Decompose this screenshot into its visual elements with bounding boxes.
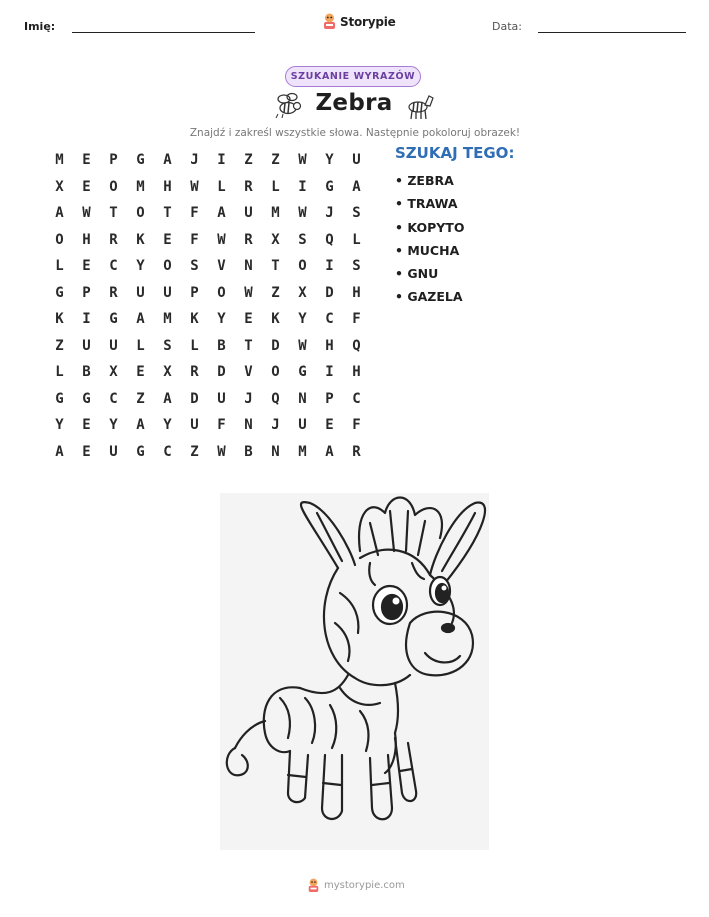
grid-letter[interactable]: R [352,443,361,460]
grid-letter[interactable]: A [163,152,172,169]
grid-letter[interactable]: X [298,284,307,301]
grid-letter[interactable]: E [82,443,91,460]
grid-letter[interactable]: U [352,152,361,169]
grid-letter[interactable]: U [190,417,199,434]
grid-letter[interactable]: E [82,178,91,195]
grid-letter[interactable]: E [136,364,145,381]
grid-letter[interactable]: I [82,311,91,328]
grid-letter[interactable]: F [217,417,226,434]
grid-letter[interactable]: W [82,205,91,222]
grid-letter[interactable]: Z [271,152,280,169]
grid-letter[interactable]: L [271,178,280,195]
grid-letter[interactable]: L [55,258,64,275]
storypie-logo-icon [307,878,320,893]
grid-letter[interactable]: M [163,311,172,328]
zebra-mini-icon [405,92,435,120]
brand [322,13,396,30]
grid-letter[interactable]: A [55,205,64,222]
grid-letter[interactable]: C [352,390,361,407]
grid-letter[interactable]: R [109,284,118,301]
word-item: • KOPYTO [395,219,465,235]
grid-letter[interactable]: T [271,258,280,275]
grid-letter[interactable]: W [217,443,226,460]
grid-letter[interactable]: R [244,231,253,248]
grid-letter[interactable]: E [82,417,91,434]
grid-letter[interactable]: A [136,311,145,328]
grid-letter[interactable]: G [298,364,307,381]
grid-letter[interactable]: W [298,337,307,354]
grid-letter[interactable]: P [325,390,334,407]
page-title: Zebra [315,90,393,116]
grid-letter[interactable]: L [190,337,199,354]
grid-letter[interactable]: Z [271,284,280,301]
grid-letter[interactable]: T [163,205,172,222]
grid-letter[interactable]: N [271,443,280,460]
grid-letter[interactable]: I [217,152,226,169]
grid-letter[interactable]: K [55,311,64,328]
grid-letter[interactable]: P [190,284,199,301]
grid-letter[interactable]: Z [244,152,253,169]
grid-letter[interactable]: U [109,443,118,460]
grid-letter[interactable]: U [217,390,226,407]
grid-letter[interactable]: Q [271,390,280,407]
grid-letter[interactable]: C [109,390,118,407]
grid-letter[interactable]: G [82,390,91,407]
grid-letter[interactable]: A [136,417,145,434]
grid-letter[interactable]: U [82,337,91,354]
grid-letter[interactable]: O [109,178,118,195]
grid-letter[interactable]: U [244,205,253,222]
grid-letter[interactable]: M [136,178,145,195]
zebra-coloring-picture [220,493,489,850]
grid-letter[interactable]: J [244,390,253,407]
grid-letter[interactable]: E [244,311,253,328]
grid-letter[interactable]: C [109,258,118,275]
grid-letter[interactable]: T [109,205,118,222]
storypie-logo-icon [322,13,337,30]
grid-letter[interactable]: G [136,443,145,460]
grid-letter[interactable]: T [244,337,253,354]
date-field[interactable] [538,32,686,33]
grid-letter[interactable]: G [55,390,64,407]
grid-letter[interactable]: I [298,178,307,195]
name-label: Imię: [24,20,56,33]
grid-letter[interactable]: E [82,152,91,169]
grid-letter[interactable]: L [352,231,361,248]
grid-letter[interactable]: V [244,364,253,381]
grid-letter[interactable]: Y [136,258,145,275]
grid-letter[interactable]: A [217,205,226,222]
grid-letter[interactable]: G [55,284,64,301]
grid-letter[interactable]: X [271,231,280,248]
grid-letter[interactable]: F [352,311,361,328]
grid-letter[interactable]: K [190,311,199,328]
grid-letter[interactable]: W [244,284,253,301]
grid-letter[interactable]: S [352,205,361,222]
grid-letter[interactable]: Y [298,311,307,328]
instructions: Znajdź i zakreśl wszystkie słowa. Następnie pokoloruj obrazek! [189,127,521,139]
grid-letter[interactable]: O [163,258,172,275]
grid-letter[interactable]: E [163,231,172,248]
grid-letter[interactable]: S [352,258,361,275]
grid-letter[interactable]: A [352,178,361,195]
word-item: • ZEBRA [395,173,454,188]
word-item: • GAZELA [395,289,463,305]
grid-letter[interactable]: S [190,258,199,275]
word-item: • TRAWA [395,196,458,212]
grid-letter[interactable]: Y [217,311,226,328]
activity-badge: SZUKANIE WYRAZÓW [285,66,421,87]
grid-letter[interactable]: R [244,178,253,195]
grid-letter[interactable]: H [82,231,91,248]
grid-letter[interactable]: U [163,284,172,301]
grid-letter[interactable]: B [217,337,226,354]
grid-letter[interactable]: B [244,443,253,460]
grid-letter[interactable]: O [55,231,64,248]
grid-letter[interactable]: Z [55,337,64,354]
grid-letter[interactable]: G [325,178,334,195]
grid-letter[interactable]: B [82,364,91,381]
grid-letter[interactable]: Q [325,231,334,248]
grid-letter[interactable]: Y [109,417,118,434]
grid-letter[interactable]: H [352,284,361,301]
grid-letter[interactable]: W [217,231,226,248]
word-list [395,171,464,311]
grid-letter[interactable]: P [82,284,91,301]
grid-letter[interactable]: F [190,205,199,222]
grid-letter[interactable]: N [244,417,253,434]
grid-letter[interactable]: Q [352,337,361,354]
grid-letter[interactable]: J [271,417,280,434]
grid-letter[interactable]: Z [136,390,145,407]
grid-letter[interactable]: D [217,364,226,381]
grid-letter[interactable]: P [109,152,118,169]
zebra-illustration [220,493,489,850]
grid-letter[interactable]: A [325,443,334,460]
grid-letter[interactable]: C [325,311,334,328]
grid-letter[interactable]: U [109,337,118,354]
grid-letter[interactable]: G [109,311,118,328]
footer [307,878,405,893]
grid-letter[interactable]: A [55,443,64,460]
grid-letter[interactable]: O [136,205,145,222]
grid-letter[interactable]: G [136,152,145,169]
word-item: • GNU [395,266,439,282]
word-item: • MUCHA [395,242,460,258]
grid-letter[interactable]: M [298,443,307,460]
grid-letter[interactable]: H [325,337,334,354]
grid-letter[interactable]: N [298,390,307,407]
grid-letter[interactable]: N [244,258,253,275]
word-list-heading: SZUKAJ TEGO: [395,144,515,162]
grid-letter[interactable]: S [298,231,307,248]
grid-letter[interactable]: U [136,284,145,301]
grid-letter[interactable]: R [109,231,118,248]
grid-letter[interactable]: D [271,337,280,354]
grid-letter[interactable]: H [352,364,361,381]
grid-letter[interactable]: S [163,337,172,354]
grid-letter[interactable]: J [190,152,199,169]
grid-letter[interactable]: L [55,364,64,381]
grid-letter[interactable]: J [325,205,334,222]
word-search-grid [46,147,376,465]
grid-letter[interactable]: W [298,205,307,222]
brand-name: Storypie [340,14,396,29]
grid-letter[interactable]: M [271,205,280,222]
grid-letter[interactable]: A [163,390,172,407]
grid-letter[interactable]: O [217,284,226,301]
grid-letter[interactable]: I [325,258,334,275]
grid-letter[interactable]: Y [325,152,334,169]
grid-letter[interactable]: Y [163,417,172,434]
grid-letter[interactable]: C [163,443,172,460]
grid-letter[interactable]: V [217,258,226,275]
grid-letter[interactable]: H [163,178,172,195]
grid-letter[interactable]: O [298,258,307,275]
grid-letter[interactable]: K [136,231,145,248]
footer-url[interactable]: mystorypie.com [324,880,405,891]
grid-letter[interactable]: K [271,311,280,328]
grid-letter[interactable]: W [190,178,199,195]
grid-letter[interactable]: U [298,417,307,434]
grid-letter[interactable]: I [325,364,334,381]
grid-letter[interactable]: Z [190,443,199,460]
grid-letter[interactable]: F [352,417,361,434]
grid-letter[interactable]: D [190,390,199,407]
grid-letter[interactable]: R [190,364,199,381]
grid-letter[interactable]: F [190,231,199,248]
grid-letter[interactable]: E [82,258,91,275]
grid-letter[interactable]: M [55,152,64,169]
grid-letter[interactable]: E [325,417,334,434]
name-field[interactable] [72,32,255,33]
grid-letter[interactable]: Y [55,417,64,434]
grid-letter[interactable]: X [55,178,64,195]
grid-letter[interactable]: W [298,152,307,169]
date-label: Data: [492,20,522,33]
grid-letter[interactable]: L [217,178,226,195]
grid-letter[interactable]: O [271,364,280,381]
grid-letter[interactable]: L [136,337,145,354]
grid-letter[interactable]: X [163,364,172,381]
grid-letter[interactable]: X [109,364,118,381]
grid-letter[interactable]: D [325,284,334,301]
